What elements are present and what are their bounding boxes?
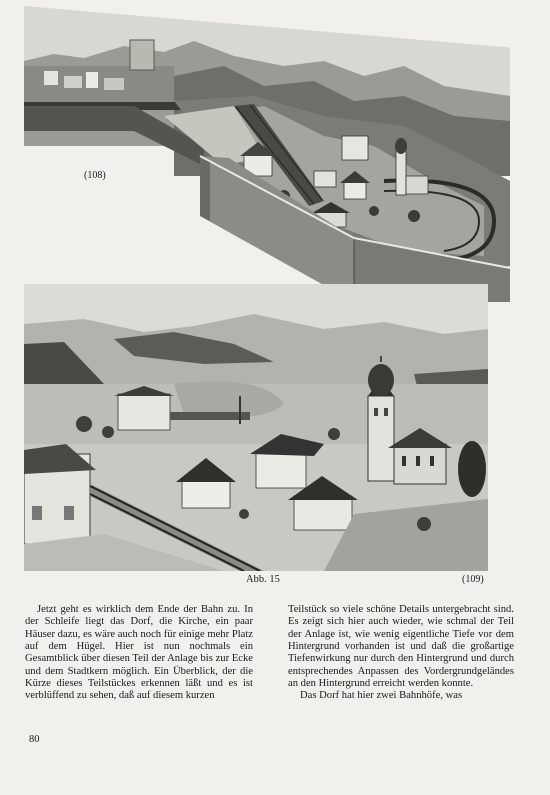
figure-number-109: (109) <box>462 574 484 585</box>
photo-village-church <box>24 284 488 571</box>
paragraph-right-continued: Teilstück so viele schöne Details untergebracht sind. Es zeigt sich hier auch wieder, wie schmal der Teil der Anlage ist, wie wenig eigentliche Tiefe vor dem Hintergrund vorhanden ist und daß die großartige Tiefenwirkung nur durch den Hintergrund und durch entsprechendes Anpassen des Vordergrundgeländes an den Hintergrund erreicht werden konnte. <box>288 604 514 690</box>
page-number: 80 <box>29 734 40 745</box>
figure-number-108: (108) <box>84 170 106 181</box>
body-text-left-column <box>25 604 253 703</box>
figure-caption-abb15: Abb. 15 <box>246 574 280 585</box>
paragraph-left: Jetzt geht es wirklich dem Ende der Bahn zu. In der Schleife liegt das Dorf, die Kirche, ein paar Häuser dazu, es wäre auch noch für einige mehr Platz auf dem Hügel. Hier ist nun nochmals ein Gesamtblick über diesen Teil der Anlage bis zur Ecke und dem Stadtkern möglich. Ein Überblick, der die Kürze dieses Teilstückes erkennen läßt und es ist verblüffend zu sehen, daß auf diesem kurzen <box>25 604 253 702</box>
paragraph-right-new: Das Dorf hat hier zwei Bahnhöfe, was <box>300 690 463 702</box>
body-text-right-column <box>288 604 514 703</box>
photo-diorama-overview <box>24 6 510 302</box>
